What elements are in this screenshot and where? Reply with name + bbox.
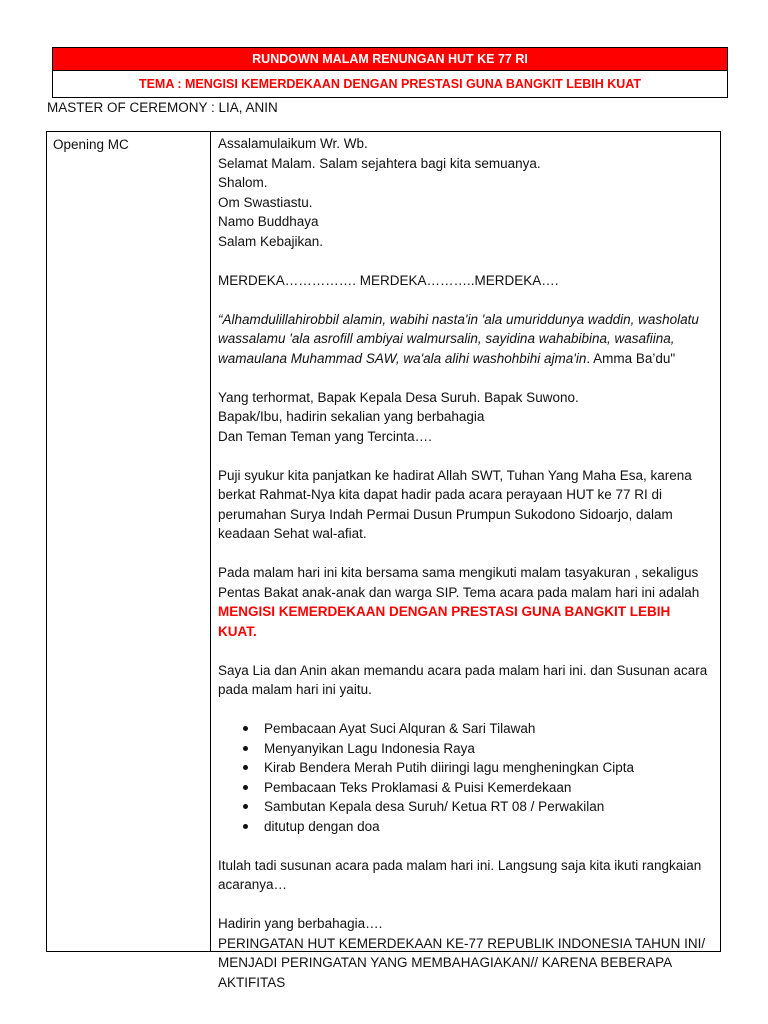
bullet-icon — [243, 765, 248, 770]
list-item: Pembacaan Ayat Suci Alquran & Sari Tilawah — [218, 719, 712, 739]
prayer-italic: “Alhamdulillahirobbil alamin, wabihi nasta'in 'ala umuriddunya waddin, washolatu wassalamu 'ala asrofill ambiyai walmursalin, sayidina wahabibina, wasafiina, wamaulana Muhammad SAW, wa'ala alihi washohbihi ajma'in — [218, 311, 699, 366]
peringatan-line: PERINGATAN HUT KEMERDEKAAN KE-77 REPUBLIK INDONESIA TAHUN INI/ — [218, 935, 706, 951]
agenda-intro: Saya Lia dan Anin akan memandu acara pada malam hari ini. dan Susunan acara pada malam hari ini yaitu. — [218, 662, 708, 697]
greeting-line: Om Swastiastu. — [218, 194, 313, 210]
peringatan-line: MENJADI PERINGATAN YANG MEMBAHAGIAKAN// KARENA BEBERAPA AKTIFITAS — [218, 955, 672, 990]
merdeka-chant: MERDEKA……………. MERDEKA………..MERDEKA…. — [218, 272, 559, 288]
list-item: Menyanyikan Lagu Indonesia Raya — [218, 739, 712, 759]
greeting-line: Namo Buddhaya — [218, 214, 319, 229]
greeting-line: Salam Kebajikan. — [218, 233, 324, 249]
document-title: RUNDOWN MALAM RENUNGAN HUT KE 77 RI — [52, 47, 728, 71]
address-line: Bapak/Ibu, hadirin sekalian yang berbahagia — [218, 409, 485, 424]
greeting-line: Shalom. — [218, 175, 268, 190]
address-line: Yang terhormat, Bapak Kepala Desa Suruh. Bapak Suwono. — [218, 389, 579, 405]
segment-script — [211, 132, 720, 990]
opening-prayer — [218, 310, 712, 369]
list-item: ditutup dengan doa — [218, 817, 712, 837]
prayer-end: . Amma Ba’du" — [586, 350, 676, 366]
bullet-icon — [243, 804, 248, 809]
theme-banner: TEMA : MENGISI KEMERDEKAAN DENGAN PRESTASI GUNA BANGKIT LEBIH KUAT — [52, 71, 728, 98]
bullet-icon — [243, 726, 248, 731]
list-item: Kirab Bendera Merah Putih diiringi lagu mengheningkan Cipta — [218, 758, 712, 778]
event-theme: MENGISI KEMERDEKAAN DENGAN PRESTASI GUNA BANGKIT LEBIH KUAT. — [218, 604, 671, 639]
hadirin-line: Hadirin yang berbahagia…. — [218, 916, 383, 931]
agenda-list — [218, 719, 712, 836]
event-text: Pada malam hari ini kita bersama sama mengikuti malam tasyakuran , sekaligus Pentas Bakat anak-anak dan warga SIP. Tema acara pada malam hari ini adalah — [218, 565, 700, 600]
list-item: Pembacaan Teks Proklamasi & Puisi Kemerdekaan — [218, 778, 712, 798]
segment-label: Opening MC — [47, 132, 211, 951]
address-line: Dan Teman Teman yang Tercinta…. — [218, 428, 432, 444]
bullet-icon — [243, 824, 248, 829]
master-of-ceremony: MASTER OF CEREMONY : LIA, ANIN — [47, 100, 278, 115]
event-paragraph — [218, 563, 712, 641]
greeting-line: Selamat Malam. Salam sejahtera bagi kita semuanya. — [218, 155, 541, 171]
greeting-line: Assalamulaikum Wr. Wb. — [218, 136, 368, 151]
rundown-table — [46, 131, 721, 990]
list-item: Sambutan Kepala desa Suruh/ Ketua RT 08 / Perwakilan — [218, 797, 712, 817]
closing-paragraph: Itulah tadi susunan acara pada malam hari ini. Langsung saja kita ikuti rangkaian acaranya… — [218, 857, 702, 892]
bullet-icon — [243, 746, 248, 751]
gratitude-paragraph: Puji syukur kita panjatkan ke hadirat Allah SWT, Tuhan Yang Maha Esa, karena berkat Rahmat-Nya kita dapat hadir pada acara perayaan HUT ke 77 RI di perumahan Surya Indah Permai Dusun Prumpun Sukodono Sidoarjo, dalam keadaan Sehat wal-afiat. — [218, 467, 692, 541]
bullet-icon — [243, 785, 248, 790]
